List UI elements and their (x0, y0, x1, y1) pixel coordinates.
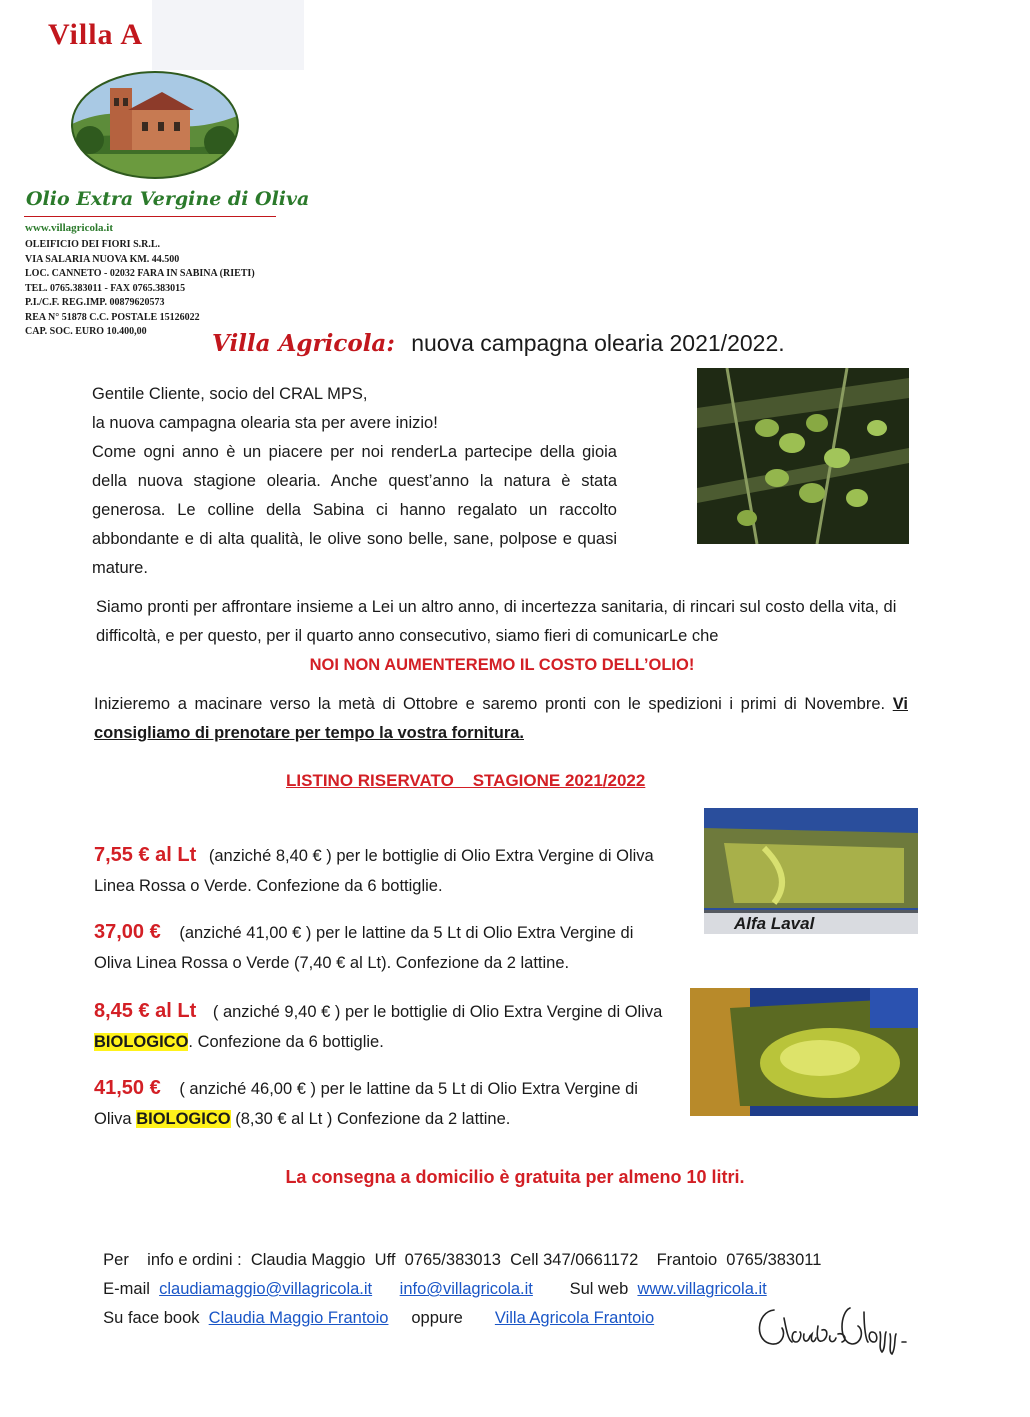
free-delivery-note: La consegna a domicilio è gratuita per almeno 10 litri. (285, 1167, 745, 1187)
company-line: TEL. 0765.383011 - FAX 0765.383015 (25, 282, 186, 294)
old-price: (anziché 41,00 € ) (179, 924, 312, 942)
price-description: per le lattine da 5 Lt di Olio Extra Vergine di Oliva Linea Rossa o Verde (7,40 € al Lt). Confezione da 2 lattine. (94, 924, 634, 972)
price-description: per le lattine da 5 Lt di Olio Extra Vergine di Oliva (94, 1080, 638, 1128)
price-description: per le bottiglie di Olio Extra Vergine di Oliva (344, 1003, 663, 1021)
price-value: 37,00 € (94, 921, 161, 943)
price-description: per le bottiglie di Olio Extra Vergine di Oliva Linea Rossa o Verde. Confezione da 6 bottiglie. (94, 847, 654, 895)
old-price: ( anziché 9,40 € ) (212, 1003, 341, 1021)
price-item-bottles (94, 840, 666, 901)
heading-title: nuova campagna olearia 2021/2022. (411, 330, 785, 356)
organic-badge: BIOLOGICO (136, 1110, 231, 1128)
alfa-laval-label: Alfa Laval (734, 914, 815, 933)
company-line: P.I./C.F. REG.IMP. 00879620573 (25, 297, 165, 308)
letterhead-website: www.villagricola.it (25, 222, 113, 234)
oil-flow-photo (690, 988, 918, 1116)
price-item-cans (94, 917, 666, 978)
website-link[interactable]: www.villagricola.it (637, 1280, 767, 1298)
price-item-organic-bottles (94, 996, 666, 1057)
company-line: REA N° 51878 C.C. POSTALE 15126022 (25, 311, 200, 323)
intro-paragraph (92, 380, 617, 583)
letter-heading (212, 330, 785, 357)
tagline-divider (24, 216, 276, 217)
intro-line: la nuova campagna olearia sta per avere inizio! (92, 414, 438, 432)
price-value: 41,50 € (94, 1077, 161, 1099)
organic-badge: BIOLOGICO (94, 1033, 189, 1051)
booking-advice: Vi consigliamo di prenotare per tempo la vostra fornitura. (94, 695, 908, 742)
handwritten-signature (752, 1298, 927, 1358)
facebook-line (94, 1273, 654, 1333)
email-link-info[interactable]: info@villagricola.it (399, 1280, 533, 1298)
price-value: 7,55 € al Lt (94, 844, 197, 866)
price-list-title: LISTINO RISERVATO STAGIONE 2021/2022 (286, 771, 646, 790)
facebook-link-villa[interactable]: Villa Agricola Frantoio (494, 1309, 655, 1327)
web-label: Sul web (569, 1280, 629, 1298)
heading-brand: Villa Agricola: (212, 330, 395, 357)
olives-photo (697, 368, 909, 544)
facebook-link-claudia[interactable]: Claudia Maggio Frantoio (208, 1309, 389, 1327)
greeting: Gentile Cliente, socio del CRAL MPS, (92, 385, 368, 403)
price-value: 8,45 € al Lt (94, 1000, 197, 1022)
company-info (25, 238, 255, 340)
schedule-text: Inizieremo a macinare verso la metà di Ottobre e saremo pronti con le spedizioni i primi di Novembre. (94, 695, 886, 713)
oil-machine-photo (704, 808, 918, 934)
company-line: CAP. SOC. EURO 10.400,00 (25, 326, 147, 337)
announcement-paragraph (96, 593, 908, 680)
email-link-claudia[interactable]: claudiamaggio@villagricola.it (159, 1280, 373, 1298)
or-label: oppure (411, 1309, 463, 1327)
old-price: (anziché 8,40 € ) (208, 847, 332, 865)
brand-name: Villa A (48, 18, 144, 51)
contact-phones: Per info e ordini : Claudia Maggio Uff 0765/383013 Cell 347/0661172 Frantoio 0765/383011 (103, 1251, 822, 1269)
facebook-label: Su face book (103, 1309, 200, 1327)
logo-emblem (70, 70, 240, 180)
intro-body: Come ogni anno è un piacere per noi renderLa partecipe della gioia della nuova stagione olearia. Anche quest’anno la natura è stata generosa. Le colline della Sabina ci hanno regalato un raccolto abbondante e di alta qualità, le olive sono belle, sane, polpose e quasi mature. (92, 443, 617, 577)
tagline: Olio Extra Vergine di Oliva (26, 188, 310, 210)
announcement-text: Siamo pronti per affrontare insieme a Lei un altro anno, di incertezza sanitaria, di rincari sul costo della vita, di difficoltà, e per questo, per il quarto anno consecutivo, siamo fieri di comunicarLe che (96, 598, 897, 645)
price-description-tail: . Confezione da 6 bottiglie. (188, 1033, 384, 1051)
scan-patch (152, 0, 304, 70)
company-line: VIA SALARIA NUOVA KM. 44.500 (25, 253, 180, 265)
email-label: E-mail (103, 1280, 150, 1298)
schedule-paragraph (94, 690, 908, 748)
company-line: OLEIFICIO DEI FIORI S.R.L. (25, 239, 161, 250)
company-line: LOC. CANNETO - 02032 FARA IN SABINA (RIETI) (25, 268, 255, 279)
price-item-organic-cans (94, 1073, 666, 1134)
old-price: ( anziché 46,00 € ) (179, 1080, 316, 1098)
price-description-tail: (8,30 € al Lt ) Confezione da 2 lattine. (230, 1110, 511, 1128)
no-price-increase-notice: NOI NON AUMENTEREMO IL COSTO DELL’OLIO! (309, 656, 695, 674)
